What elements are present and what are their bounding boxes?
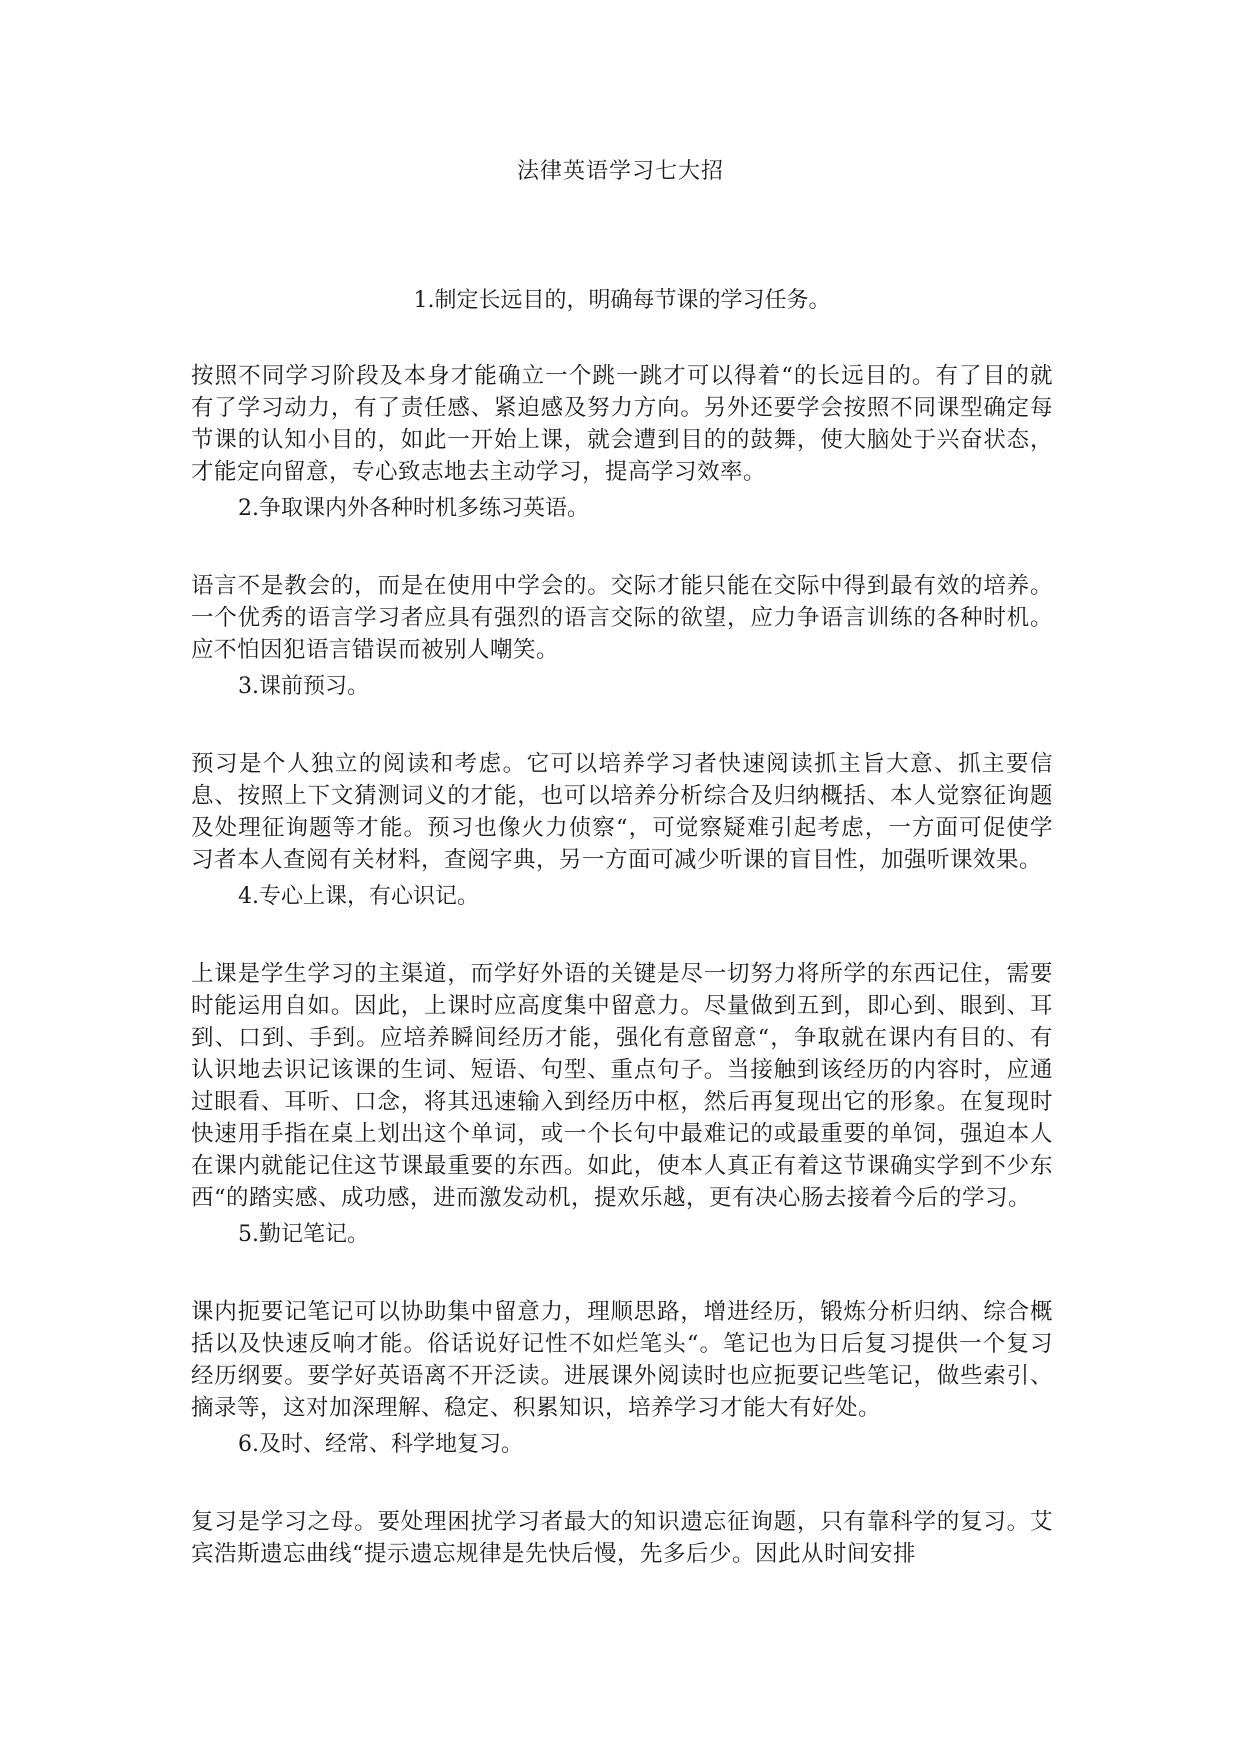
section-body-5: 课内扼要记笔记可以协助集中留意力，理顺思路，增进经历，锻炼分析归纳、综合概括以及快速反响才能。俗话说好记性不如烂笔头“。笔记也为日后复习提供一个复习经历纲要。要学好英语离不开泛读。进展课外阅读时也应扼要记些笔记，做些索引、摘录等，这对加深理解、稳定、积累知识，培养学习才能大有好处。: [191, 1299, 1053, 1421]
section-heading-3: 3.课前预习。: [238, 674, 369, 699]
section-heading-2: 2.争取课内外各种时机多练习英语。: [238, 496, 589, 521]
section-body-1: 按照不同学习阶段及本身才能确立一个跳一跳才可以得着“的长远目的。有了目的就有了学习动力，有了责任感、紧迫感及努力方向。另外还要学会按照不同课型确定每节课的认知小目的，如此一开始上课，就会遭到目的的鼓舞，使大脑处于兴奋状态，才能定向留意，专心致志地去主动学习，提高学习效率。: [191, 363, 1053, 485]
section-body-4: 上课是学生学习的主渠道，而学好外语的关键是尽一切努力将所学的东西记住，需要时能运用自如。因此，上课时应高度集中留意力。尽量做到五到，即心到、眼到、耳到、口到、手到。应培养瞬间经历才能，强化有意留意“，争取就在课内有目的、有认识地去识记该课的生词、短语、句型、重点句子。当接触到该经历的内容时，应通过眼看、耳听、口念，将其迅速输入到经历中枢，然后再复现出它的形象。在复现时快速用手指在桌上划出这个单词，或一个长句中最难记的或最重要的单饲，强迫本人在课内就能记住这节课最重要的东西。如此，使本人真正有着这节课确实学到不少东西“的踏实感、成功感，进而激发动机，提欢乐越，更有决心肠去接着今后的学习。: [191, 961, 1053, 1211]
section-body-6: 复习是学习之母。要处理困扰学习者最大的知识遗忘征询题，只有靠科学的复习。艾宾浩斯遗忘曲线“提示遗忘规律是先快后慢，先多后少。因此从时间安排: [191, 1509, 1053, 1567]
section-heading-5: 5.勤记笔记。: [238, 1222, 369, 1247]
document-body: [191, 286, 1053, 1576]
section-body-2: 语言不是教会的，而是在使用中学会的。交际才能只能在交际中得到最有效的培养。一个优秀的语言学习者应具有强烈的语言交际的欲望，应力争语言训练的各种时机。应不怕因犯语言错误而被别人嘲笑。: [191, 573, 1053, 663]
document-title: 法律英语学习七大招: [516, 159, 724, 184]
section-heading-1: 1.制定长远目的，明确每节课的学习任务。: [413, 288, 831, 313]
section-heading-6: 6.及时、经常、科学地复习。: [238, 1432, 523, 1457]
section-body-3: 预习是个人独立的阅读和考虑。它可以培养学习者快速阅读抓主旨大意、抓主要信息、按照上下文猜测词义的才能，也可以培养分析综合及归纳概括、本人觉察征询题及处理征询题等才能。预习也像火力侦察“，可觉察疑难引起考虑，一方面可促使学习者本人查阅有关材料，查阅字典，另一方面可减少听课的盲目性，加强听课效果。: [191, 751, 1053, 873]
section-heading-4: 4.专心上课，有心识记。: [238, 884, 479, 909]
